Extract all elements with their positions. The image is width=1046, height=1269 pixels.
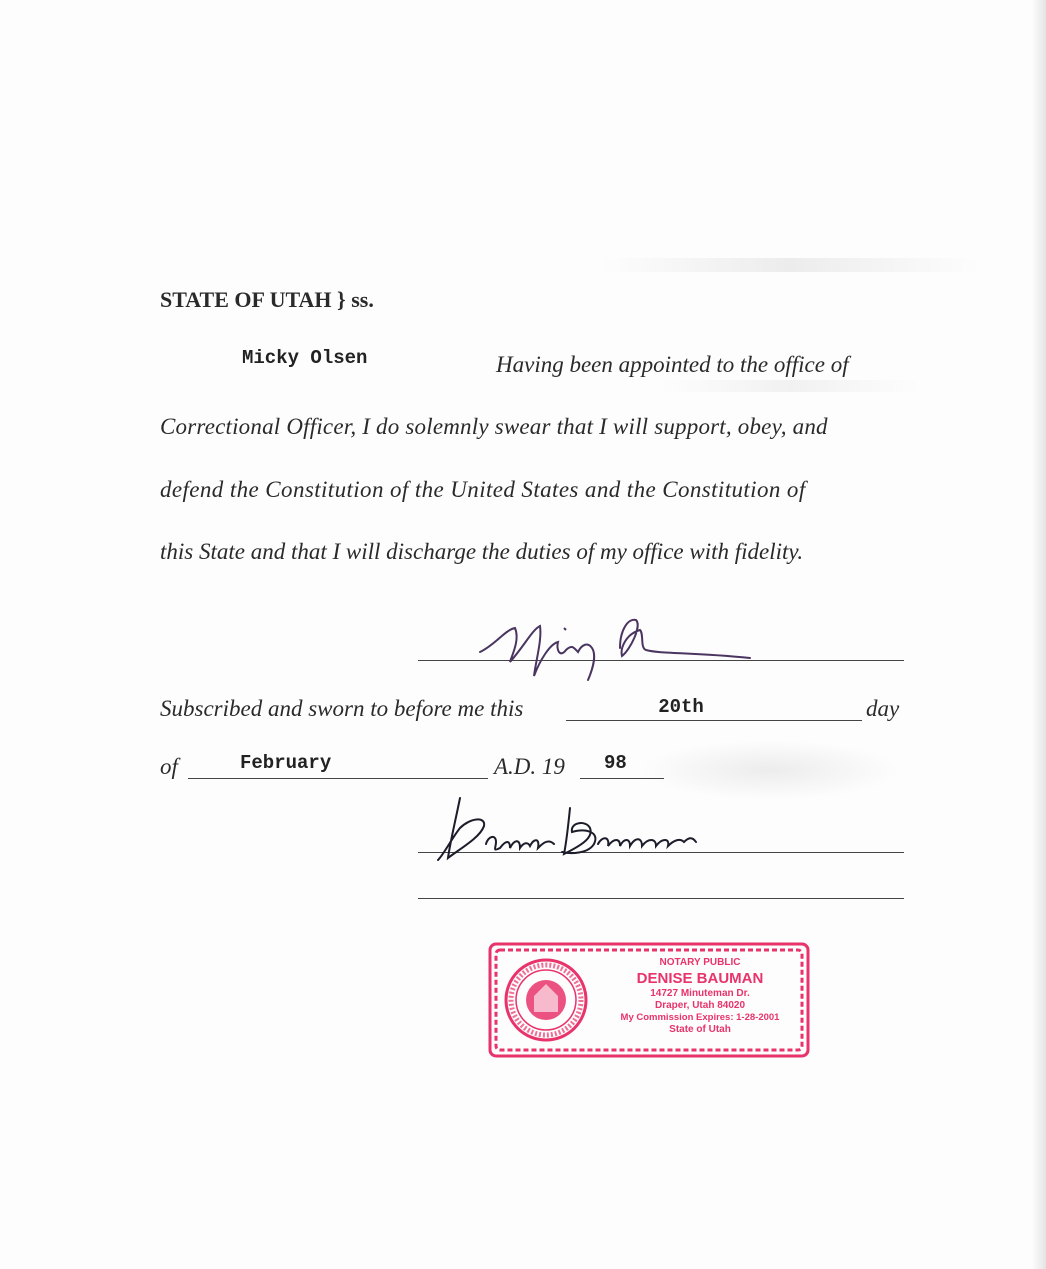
year-value: 98 — [604, 752, 627, 774]
state-heading: STATE OF UTAH — [160, 287, 332, 312]
day-blank-line — [566, 720, 862, 721]
stamp-address-2: Draper, Utah 84020 — [654, 1000, 746, 1011]
ad-label: A.D. 19 — [494, 754, 565, 779]
stamp-state: State of Utah — [669, 1023, 731, 1035]
oath-line-2: Correctional Officer, I do solemnly swear that I will support, obey, and — [160, 414, 828, 439]
stamp-commission: My Commission Expires: 1-28-2001 — [620, 1012, 780, 1023]
typed-name: Micky Olsen — [242, 347, 368, 369]
oath-line-3: defend the Constitution of the United States and the Constitution of — [160, 477, 806, 502]
stamp-name: DENISE BAUMAN — [636, 970, 764, 987]
page-edge-shadow — [1032, 0, 1046, 1269]
day-value: 20th — [658, 696, 704, 718]
day-suffix: day — [866, 696, 900, 721]
stamp-address-1: 14727 Minuteman Dr. — [650, 988, 750, 999]
bleed-through-ghost — [660, 380, 920, 392]
month-value: February — [240, 752, 332, 774]
month-blank-line — [188, 778, 488, 779]
stamp-text-block — [600, 958, 800, 1035]
oath-line-1: Having been appointed to the office of — [496, 352, 849, 377]
notary-stamp — [488, 942, 810, 1058]
oath-line-4: this State and that I will discharge the duties of my office with fidelity. — [160, 539, 804, 564]
stamp-title: NOTARY PUBLIC — [659, 957, 741, 968]
venue-header — [160, 287, 374, 313]
year-blank-line — [580, 778, 664, 779]
notary-title-line — [418, 898, 904, 899]
ss-bracket: } ss. — [337, 287, 374, 312]
bleed-through-ghost — [600, 258, 980, 272]
of-label: of — [160, 754, 178, 779]
jurat-prefix: Subscribed and sworn to before me this — [160, 696, 524, 721]
